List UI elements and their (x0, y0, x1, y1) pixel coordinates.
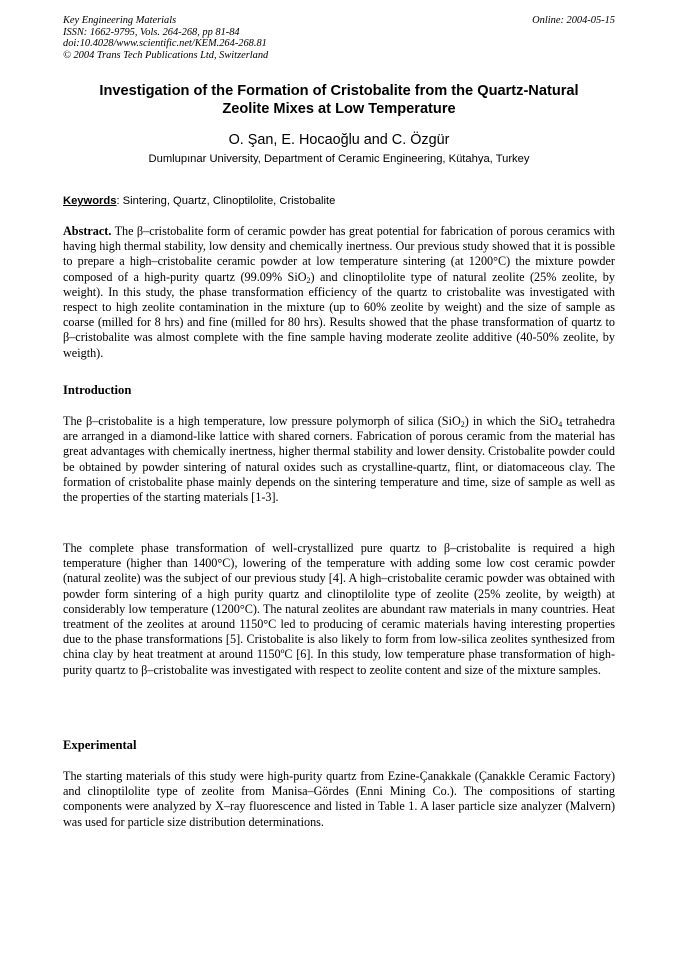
introduction-paragraph-2: The complete phase transformation of well-crystallized pure quartz to β–cristobalite is required a high temperature (higher than 1400°C), lowering of the temperature with adding some low cost ceramic powder (natural zeolite) was the subject of our previous study [4]. A high–cristobalite ceramic powder was obtained with powder form sintering of a high purity quartz and clinoptilolite type of zeolite (25% zeolite, by weigth) at considerably low temperature (1200°C). The natural zeolites are abundant raw materials in many countries. Heat treatment of the zeolites at around 1150°C led to producing of ceramic materials having interesting properties due to the phase transformations [5]. Cristobalite is also likely to form from low-silica zeolites synthesized from china clay by heat treatment at around 1150ºC [6]. In this study, low temperature phase transformation of high-purity quartz to β–cristobalite was investigated with respect to zeolite content and size of the mixture samples. (63, 541, 615, 677)
doi-line: doi:10.4028/www.scientific.net/KEM.264-268.81 (63, 38, 267, 49)
paper-title (63, 82, 615, 118)
keywords-text: : Sintering, Quartz, Clinoptilolite, Cristobalite (116, 195, 336, 207)
abstract-text-1: The β–cristobalite form of ceramic powder has great potential for fabrication of porous ceramics with having high thermal stability, low density and chemically inertness. Our previous study showed that it is possible to prepare a high–cristobalite ceramic powder at low temperature sintering (at 1200°C) the mixture powder composed of a high-purity quartz (99.09% SiO (63, 224, 615, 284)
keywords-label: Keywords (63, 195, 117, 207)
intro-subscript-1: 2 (460, 420, 465, 429)
journal-name: Key Engineering Materials (63, 15, 177, 26)
intro-text-1b: ) in which the SiO (464, 414, 559, 428)
experimental-heading: Experimental (63, 738, 137, 752)
intro-text-1a: The β–cristobalite is a high temperature, low pressure polymorph of silica (SiO (63, 414, 461, 428)
journal-header (63, 15, 615, 61)
abstract-paragraph (63, 224, 615, 361)
online-date: Online: 2004-05-15 (532, 15, 615, 26)
intro-text-1c: tetrahedra are arranged in a diamond-like lattice with shared corners. Fabrication of porous ceramic from the material has great advantages with chemically inertness, higher thermal stability and lower density. Cristobalite powder could be obtained by powder sintering of natural oxides such as crystalline-quartz, flint, or diatomaceous clay. The formation of cristobalite phase mainly depends on the sintering temperature and time, size of sample as well as the properties of the starting materials [1-3]. (63, 414, 615, 505)
affiliation: Dumlupınar University, Department of Ceramic Engineering, Kütahya, Turkey (148, 153, 530, 165)
abstract-subscript: 2 (306, 275, 311, 285)
intro-subscript-2: 4 (558, 420, 563, 429)
abstract-text-2: ) and clinoptilolite type of natural zeolite (25% zeolite, by weight). In this study, the phase transformation efficiency of the quartz to cristobalite was investigated with respect to high zeolite contamination in the mixture (up to 60% zeolite by weight) and the size of sample as coarse (milled for 8 hrs) and fine (milled for 80 hrs). Results showed that the phase transformation of quartz to β–cristobalite was almost complete with the fine sample having moderate zeolite additive (40-50% zeolite, by weigth). (63, 269, 615, 360)
authors: O. Şan, E. Hocaoğlu and C. Özgür (228, 132, 450, 148)
issn-line: ISSN: 1662-9795, Vols. 264-268, pp 81-84 (63, 26, 240, 38)
experimental-paragraph-1: The starting materials of this study were high-purity quartz from Ezine-Çanakkale (Çanakkle Ceramic Factory) and clinoptilolite type of zeolite from Manisa–Gördes (Enni Mining Co.). The compositions of starting components were analyzed by X–ray fluorescence and listed in Table 1. A laser particle size analyzer (Malvern) was used for particle size distribution determinations. (63, 769, 615, 829)
introduction-heading: Introduction (63, 383, 132, 397)
title-line-2: Zeolite Mixes at Low Temperature (222, 101, 456, 117)
title-line-1: Investigation of the Formation of Cristobalite from the Quartz-Natural (99, 83, 579, 99)
abstract-label: Abstract. (63, 224, 112, 238)
keywords (63, 194, 615, 208)
introduction-paragraph-1 (63, 414, 615, 505)
copyright-line: © 2004 Trans Tech Publications Ltd, Switzerland (63, 49, 269, 61)
